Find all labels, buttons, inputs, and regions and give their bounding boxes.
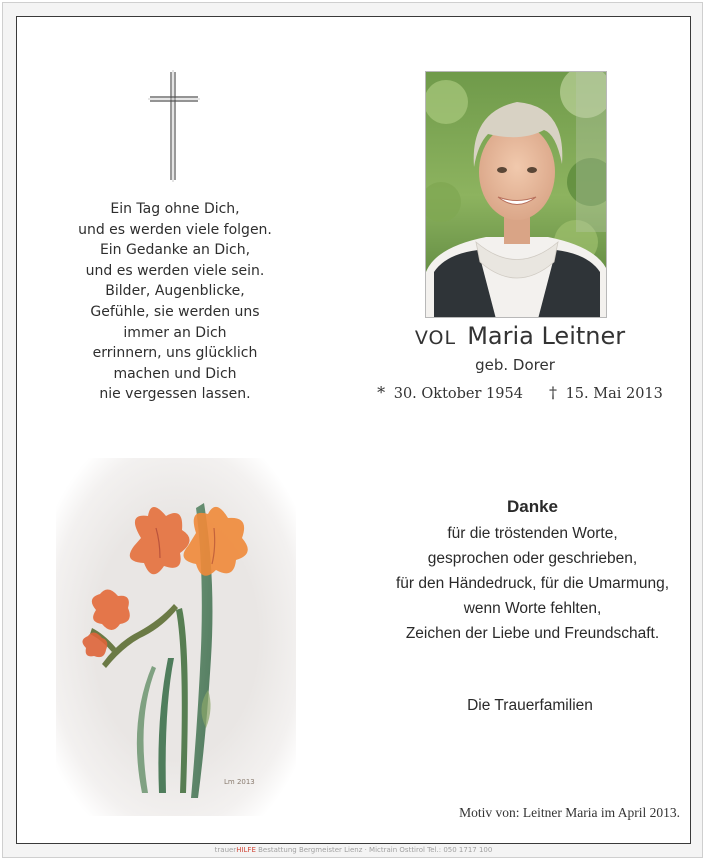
- thanks-line: wenn Worte fehlten,: [463, 600, 602, 617]
- death-date: 15. Mai 2013: [565, 386, 663, 402]
- poem-line: Gefühle, sie werden uns: [90, 303, 260, 320]
- birth-star-icon: *: [377, 383, 386, 402]
- thanks-title: Danke: [506, 497, 559, 516]
- footer-brand-a: trauer: [214, 846, 237, 854]
- portrait-photo: [425, 71, 607, 318]
- poem-line: Ein Gedanke an Dich,: [99, 242, 251, 259]
- family-signature: Die Trauerfamilien: [467, 697, 593, 714]
- name-prefix: VOL: [414, 327, 457, 349]
- thanks-line: für den Händedruck, für die Umarmung,: [395, 575, 670, 592]
- full-name: Maria Leitner: [467, 322, 626, 350]
- thanks-line: Zeichen der Liebe und Freundschaft.: [405, 625, 660, 642]
- poem-line: machen und Dich: [113, 365, 237, 382]
- poem-line: immer an Dich: [123, 324, 227, 341]
- poem-line: und es werden viele sein.: [85, 262, 265, 279]
- life-dates: [360, 383, 680, 402]
- poem-line: errinnern, uns glücklich: [92, 345, 258, 362]
- thanks-message: [345, 494, 707, 646]
- poem-line: und es werden viele folgen.: [78, 221, 272, 238]
- footer-text: Bestattung Bergmeister Lienz · Mictrain Osttirol Tel.: 050 1717 100: [258, 846, 493, 854]
- maiden-name: geb. Dorer: [475, 356, 555, 374]
- death-dagger-icon: †: [548, 383, 557, 402]
- birth-date-group: [377, 383, 523, 402]
- flower-drawing: [56, 458, 296, 816]
- poem-line: nie vergessen lassen.: [99, 386, 251, 403]
- thanks-line: gesprochen oder geschrieben,: [427, 550, 638, 567]
- death-date-group: [549, 383, 663, 402]
- cross-icon: [148, 70, 200, 182]
- birth-date: 30. Oktober 1954: [393, 386, 523, 402]
- footer-brand-b: HILFE: [236, 846, 256, 854]
- poem-line: Bilder, Augenblicke,: [105, 283, 245, 300]
- motif-credit: Motiv von: Leitner Maria im April 2013.: [459, 805, 680, 820]
- portrait-illustration: [426, 72, 607, 318]
- thanks-line: für die tröstenden Worte,: [447, 525, 618, 542]
- footer-imprint: [0, 846, 707, 854]
- poem: [56, 199, 294, 405]
- poem-line: Ein Tag ohne Dich,: [110, 201, 240, 217]
- svg-text:Lm 2013: Lm 2013: [224, 778, 255, 786]
- deceased-name: [360, 322, 680, 350]
